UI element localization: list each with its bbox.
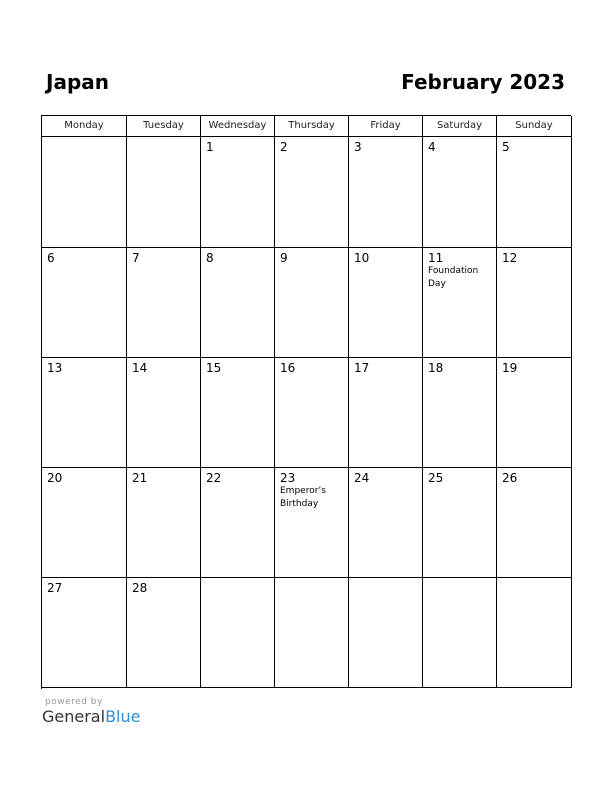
day-cell (423, 248, 497, 358)
day-number: 20 (47, 471, 63, 485)
day-cell (497, 137, 572, 248)
holiday-label: Emperor’s Birthday (280, 486, 326, 509)
day-number: 14 (132, 361, 148, 375)
day-cell (127, 358, 201, 468)
day-cell (275, 358, 349, 468)
day-number: 5 (502, 140, 510, 154)
brand-blue-text: Blue (105, 707, 141, 726)
day-cell (497, 578, 572, 688)
generalblue-logo[interactable] (42, 708, 140, 726)
day-cell (349, 578, 423, 688)
day-cell (42, 137, 127, 248)
day-cell (423, 468, 497, 578)
day-number: 16 (280, 361, 296, 375)
day-cell (201, 578, 275, 688)
day-cell (275, 248, 349, 358)
day-number: 21 (132, 471, 148, 485)
day-cell (127, 248, 201, 358)
day-cell (275, 578, 349, 688)
weekday-header-thursday: Thursday (275, 116, 349, 137)
day-cell (275, 137, 349, 248)
weekday-header-saturday: Saturday (423, 116, 497, 137)
day-cell (201, 468, 275, 578)
day-cell (423, 358, 497, 468)
day-cell (201, 137, 275, 248)
day-number: 17 (354, 361, 370, 375)
day-cell (275, 468, 349, 578)
weekday-header-friday: Friday (349, 116, 423, 137)
day-number: 6 (47, 251, 55, 265)
day-number: 12 (502, 251, 518, 265)
day-cell (349, 248, 423, 358)
day-cell (423, 578, 497, 688)
day-number: 13 (47, 361, 63, 375)
day-number: 15 (206, 361, 222, 375)
day-cell (42, 468, 127, 578)
day-number: 25 (428, 471, 444, 485)
day-number: 23 (280, 471, 296, 485)
day-number: 24 (354, 471, 370, 485)
day-number: 2 (280, 140, 288, 154)
day-cell (127, 468, 201, 578)
day-number: 28 (132, 581, 148, 595)
month-title: February 2023 (401, 70, 565, 94)
day-cell (497, 358, 572, 468)
day-cell (201, 248, 275, 358)
day-cell (42, 358, 127, 468)
day-number: 10 (354, 251, 370, 265)
day-number: 26 (502, 471, 518, 485)
country-title: Japan (46, 70, 109, 94)
day-number: 11 (428, 251, 444, 265)
day-number: 22 (206, 471, 222, 485)
calendar-grid (41, 115, 571, 689)
day-cell (497, 468, 572, 578)
footer-branding (42, 697, 140, 726)
holiday-label: Foundation Day (428, 266, 479, 289)
day-cell (201, 358, 275, 468)
day-cell (127, 578, 201, 688)
day-number: 18 (428, 361, 444, 375)
day-cell (423, 137, 497, 248)
day-number: 8 (206, 251, 214, 265)
day-cell (349, 137, 423, 248)
day-number: 4 (428, 140, 436, 154)
powered-by-text: powered by (45, 697, 103, 707)
weekday-header-sunday: Sunday (497, 116, 572, 137)
day-cell (42, 248, 127, 358)
day-number: 19 (502, 361, 518, 375)
day-cell (349, 468, 423, 578)
brand-general-text: General (42, 707, 106, 726)
weekday-header-monday: Monday (42, 116, 127, 137)
day-number: 7 (132, 251, 140, 265)
day-cell (497, 248, 572, 358)
day-number: 1 (206, 140, 214, 154)
day-cell (349, 358, 423, 468)
day-cell (127, 137, 201, 248)
weekday-header-tuesday: Tuesday (127, 116, 201, 137)
day-number: 27 (47, 581, 63, 595)
day-cell (42, 578, 127, 688)
weekday-header-wednesday: Wednesday (201, 116, 275, 137)
day-number: 3 (354, 140, 362, 154)
day-number: 9 (280, 251, 288, 265)
